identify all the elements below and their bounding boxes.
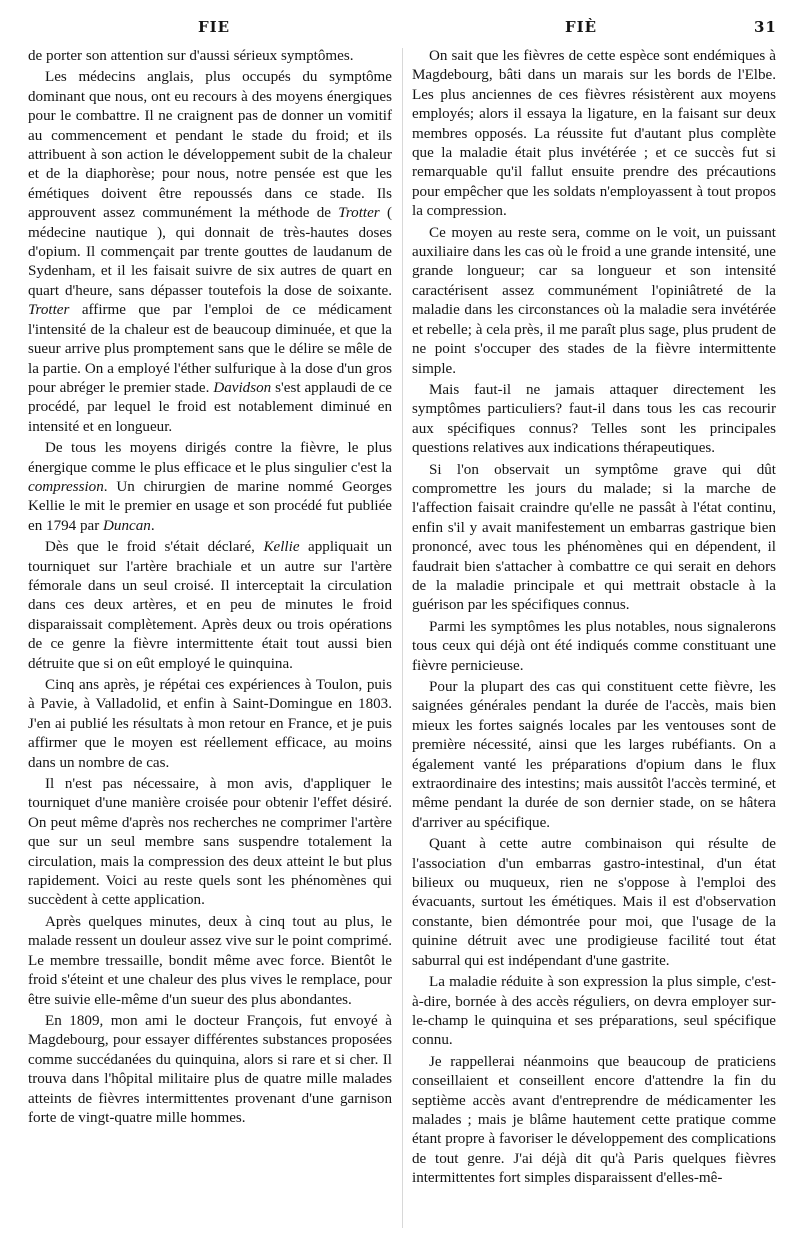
paragraph: Cinq ans après, je répétai ces expériences à Toulon, puis à Pavie, à Valladolid, et enfin à Saint-Domingue en 1803. J'en ai publié les résultats à mon retour en France, et je puis affirmer que le moyen est réellement efficace, au moins dans un nombre de cas.: [28, 677, 392, 771]
text-run: appliquait un tourniquet sur l'artère brachiale et un autre sur l'artère fémorale dans un seul croisé. Il interceptait la circulation dans ces deux artères, et en peu de minutes le froid disparaissait complètement. Après deux ou trois opérations de ce genre la fièvre intermittente était tout aussi bien détruite que si on eût employé le quinquina.: [28, 539, 392, 672]
page-number: 31: [754, 18, 777, 36]
text-run: ( médecine nautique ), qui donnait de très-hautes doses d'opium. Il commençait par trente gouttes de laudanum de Sydenham, et il les faisait suivre de six autres de quart en quart d'heure, sans dépasser toutefois la dose de soixante.: [28, 205, 392, 299]
paragraph: Quant à cette autre combinaison qui résulte de l'association d'un embarras gastro-intestinal, d'un état bilieux ou muqueux, rien ne s'oppose à l'emploi des évacuants, surtout les émétiques. Mais il est d'observation constante, bien démontrée pour moi, que l'usage de la quinine détruit avec une prodigieuse facilité tout état saburral qui est indépendant d'une gastrite.: [412, 836, 776, 969]
left-column: [28, 47, 392, 1130]
paragraph: La maladie réduite à son expression la plus simple, c'est-à-dire, bornée à des accès réguliers, on devra employer sur-le-champ le quinquina et ses préparations, seul spécifique connu.: [412, 974, 776, 1049]
running-header-right: FIÈ: [565, 18, 598, 36]
paragraph: On sait que les fièvres de cette espèce sont endémiques à Magdebourg, bâti dans un marais sur les bords de l'Elbe. Les plus anciennes de ces fièvres résistèrent aux moyens employés; alors il essaya la ligature, en la faisant sur deux membres opposés. La réussite fut d'autant plus complète que la maladie était plus invétérée ; et ce succès fut si remarquable qu'il fallut ensuite prendre des précautions pour empêcher que les soldats n'employassent à tout propos la compression.: [412, 48, 776, 220]
paragraph: Mais faut-il ne jamais attaquer directement les symptômes particuliers? faut-il dans tous les cas recourir aux spécifiques connus? Telles sont les principales questions relatives aux indications thérapeutiques.: [412, 381, 776, 457]
term-compression: compression: [28, 478, 104, 495]
paragraph: [28, 439, 392, 536]
paragraph: Si l'on observait un symptôme grave qui dût compromettre les jours du malade; si la marche de l'affection faisait craindre qu'elle ne passât à l'état continu, enfin s'il y avait manifestement un embarras gastrique bien prononcé, avec tous les phénomènes qui en dépendent, il faudrait bien s'attacher à combattre ce qui serait en dehors de la maladie principale et qui mettrait obstacle à la guérison par les spécifiques connus.: [412, 461, 776, 614]
paragraph: Parmi les symptômes les plus notables, nous signalerons tous ceux qui déjà ont été indiqués comme constituant une fièvre pernicieuse.: [412, 618, 776, 674]
paragraph: En 1809, mon ami le docteur François, fut envoyé à Magdebourg, pour essayer différentes substances proposées comme succédanées du quinquina, alors si rare et si cher. Il trouva dans l'hôpital militaire plus de quatre mille malades atteints de fièvres intermittentes provenant d'une garnison forte de vingt-quatre mille hommes.: [28, 1012, 392, 1126]
running-header-left: FIE: [198, 18, 231, 36]
text-run: De tous les moyens dirigés contre la fièvre, le plus énergique comme le plus efficace et le plus singulier c'est la: [28, 440, 392, 476]
paragraph: Je rappellerai néanmoins que beaucoup de praticiens conseillaient et conseillent encore d'attendre la fin du septième accès avant d'entreprendre de médicamenter les malades ; mais je blâme hautement cette pratique comme étant propre à favoriser le développement des complications de tout genre. J'ai déjà dit qu'à Paris quelques fièvres intermittentes fort simples disparaissent d'elles-mê-: [412, 1053, 776, 1187]
paragraph: Ce moyen au reste sera, comme on le voit, un puissant auxiliaire dans les cas où le froid a une grande intensité, une grande longueur; car sa longueur et son intensité caractérisent assez communément l'opiniâtreté de la maladie dans les circonstances où la maladie sera invétérée et rebelle; à cela près, il me paraît plus sage, plus prudent de ne point s'occuper des stades de la fièvre intermittente simple.: [412, 224, 776, 377]
text-run: . Un chirurgien de marine nommé Georges Kellie le mit le premier en usage et son procédé fut publiée en 1794 par: [28, 478, 392, 534]
name-trotter: Trotter: [28, 302, 70, 319]
paragraph: Il n'est pas nécessaire, à mon avis, d'appliquer le tourniquet d'une manière croisée pour obtenir l'effet désiré. On peut même d'après nos recherches ne comprimer l'artère que sur un seul membre sans suspendre totalement la circulation, mais la compression des deux atteint le but plus rapidement. Voici au reste quels sont les phénomènes qui succèdent à cette application.: [28, 776, 392, 909]
name-kellie: Kellie: [263, 539, 300, 556]
text-run: s'est applaudi de ce procédé, par lequel le froid est notablement diminué en intensité et en longueur.: [28, 379, 393, 435]
text-run: .: [150, 517, 155, 534]
paragraph: [28, 68, 392, 437]
column-divider: [402, 48, 403, 1228]
name-davidson: Davidson: [213, 379, 272, 396]
paragraph: Pour la plupart des cas qui constituent cette fièvre, les saignées générales pendant la durée de l'accès, mais bien mieux les fortes saignés locales par les ventouses sont de première nécessité, ainsi que les larges rubéfiants. On a également vanté les préparations d'opium dans le flux extraordinaire des intestins; mais aussitôt l'accès terminé, et même pendant la durée de son dernier stade, on se hâtera d'arriver au spécifique.: [412, 679, 776, 831]
paragraph: [28, 538, 392, 674]
text-run: Dès que le froid s'était déclaré,: [45, 539, 264, 556]
text-run: Les médecins anglais, plus occupés du symptôme dominant que nous, ont eu recours à des moyens énergiques pour le combattre. Il ne craignent pas de donner un vomitif au commencement et pendant le stade du froid; et ils attribuent à son action le développement subit de la chaleur et de la diaphorèse; pour nous, notre pensée est que les émétiques doivent être repoussés dans ce stade. Ils approuvent assez communément la méthode de: [28, 69, 392, 222]
paragraph: de porter son attention sur d'aussi sérieux symptômes.: [28, 48, 354, 64]
text-run: affirme que par l'emploi de ce médicament l'intensité de la chaleur est de beaucoup diminuée, et que la sueur arrive plus promptement sans que le délire se mêle de la partie. On a employé l'éther sulfurique à la dose d'un gros pour abréger le premier stade.: [28, 302, 392, 396]
name-duncan: Duncan: [103, 517, 151, 534]
name-trotter: Trotter: [338, 205, 380, 222]
right-column: [412, 47, 776, 1191]
paragraph: Après quelques minutes, deux à cinq tout au plus, le malade ressent un douleur assez vive sur le point comprimé. Le membre tressaille, bondit même avec force. Bientôt le froid s'éteint et une chaleur des plus vives le remplace, pour être suivie elle-même d'un sueur des plus abondantes.: [28, 913, 392, 1008]
